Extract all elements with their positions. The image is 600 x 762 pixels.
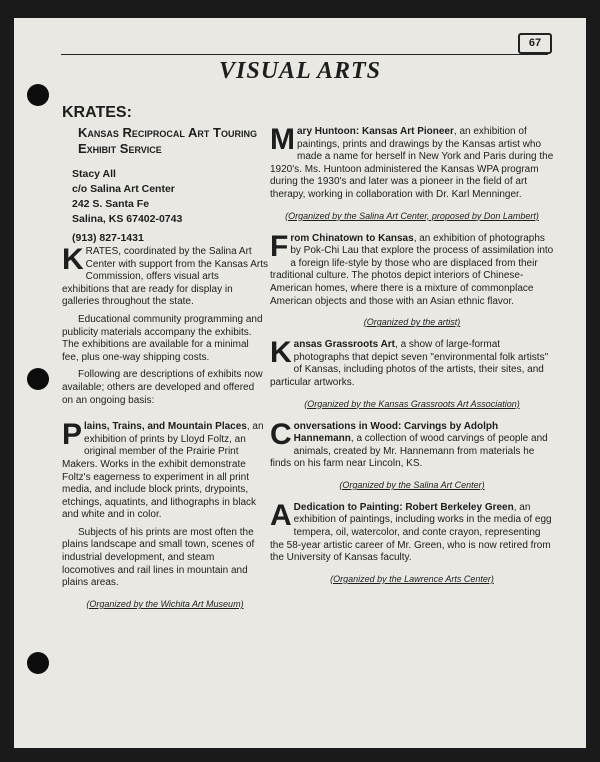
contact-phone: (913) 827-1431 bbox=[72, 232, 144, 244]
exhibit-entry-chinatown bbox=[270, 229, 554, 328]
entry-credit: (Organized by the Lawrence Arts Center) bbox=[330, 573, 494, 584]
binder-hole-middle bbox=[27, 368, 49, 390]
entry-dropcap: F bbox=[270, 229, 289, 263]
entry-credit: (Organized by the Salina Art Center) bbox=[339, 479, 485, 490]
entry-dropcap: P bbox=[62, 418, 83, 452]
entry-text bbox=[270, 417, 554, 471]
exhibit-entry-mary-huntoon bbox=[270, 123, 554, 221]
contact-org: c/o Salina Art Center bbox=[72, 183, 175, 195]
entry-description: , an exhibition of paintings, prints and drawings by the Kansas artist who made a name for herself in New York and Paris during the 1920's. Ms. Huntoon administered the Kansas WPA program during the 1930's and later was a pioneer in the field of art therapy, working in collaboration with Dr. Karl Menninger. bbox=[270, 126, 554, 200]
left-column bbox=[62, 104, 268, 609]
krates-para-2: Educational community programming and publicity materials accompany the exhibits. The exhibitions are available for a minimal fee, plus one-way shipping costs. bbox=[62, 313, 263, 363]
contact-street: 242 S. Santa Fe bbox=[72, 198, 150, 210]
entry-dropcap: K bbox=[270, 336, 292, 370]
entry-title: Dedication to Painting: Robert Berkeley Green bbox=[293, 501, 514, 513]
entry-credit: (Organized by the Salina Art Center, proposed by Don Lambert) bbox=[285, 210, 539, 221]
exhibit-entry-dedication-to-painting bbox=[270, 498, 554, 584]
binder-hole-top bbox=[27, 84, 49, 106]
entry-dropcap: C bbox=[270, 417, 292, 451]
document-page bbox=[14, 18, 586, 748]
entry-title: ary Huntoon: Kansas Art Pioneer bbox=[297, 126, 454, 137]
intro-text: RATES, coordinated by the Salina Art Center with support from the Kansas Arts Commission, offers visual arts exhibitions that are ready for display in galleries throughout the state. bbox=[62, 246, 268, 308]
entry-text bbox=[270, 229, 554, 309]
contact-name: Stacy All bbox=[72, 168, 116, 180]
krates-intro bbox=[62, 243, 268, 309]
entry-credit: (Organized by the Wichita Art Museum) bbox=[86, 598, 244, 609]
krates-heading: KRATES: bbox=[62, 104, 132, 121]
exhibit-entry-plains-trains bbox=[62, 418, 268, 609]
page-number: 67 bbox=[518, 33, 552, 54]
entry-title: onversations in Wood: Carvings by Adolph Hannemann bbox=[293, 420, 499, 445]
contact-block bbox=[72, 167, 268, 246]
entry-extra: Subjects of his prints are most often the plains landscape and small town, scenes of industrial development, and steam locomotives and rail lines in mountain and plains areas. bbox=[62, 526, 255, 589]
entry-description: , a show of large-format photographs that depict seven "environmental folk artists" of Kansas, including photos of the artists, their sites, and particular artworks. bbox=[270, 339, 549, 388]
entry-credit: (Organized by the Kansas Grassroots Art Association) bbox=[304, 398, 520, 409]
entry-title: rom Chinatown to Kansas bbox=[290, 232, 414, 244]
page-title: VISUAL ARTS bbox=[219, 58, 381, 84]
intro-dropcap: K bbox=[62, 243, 84, 276]
binder-hole-bottom bbox=[27, 652, 49, 674]
header-rule bbox=[61, 54, 548, 55]
entry-title: ansas Grassroots Art bbox=[293, 339, 396, 351]
contact-city: Salina, KS 67402-0743 bbox=[72, 213, 183, 225]
right-column bbox=[270, 123, 554, 584]
entry-dropcap: M bbox=[270, 123, 295, 156]
krates-para-3: Following are descriptions of exhibits now available; others are developed and offered on an ongoing basis: bbox=[62, 369, 263, 406]
entry-text bbox=[270, 498, 554, 565]
entry-dropcap: A bbox=[270, 498, 292, 532]
entry-text bbox=[270, 123, 554, 202]
entry-credit: (Organized by the artist) bbox=[363, 317, 461, 328]
krates-subheading: Kansas Reciprocal Art Touring Exhibit Service bbox=[78, 125, 257, 156]
entry-description: , an exhibition of paintings, including works in the media of egg tempera, oil, watercolor, and conte crayon, representing the 58-year artistic career of Mr. Green, who is now retired from the University of Kansas faculty. bbox=[270, 501, 552, 564]
entry-description: , a collection of wood carvings of people and animals, created by Mr. Hannemann from materials he finds on his farm near Lincoln, KS. bbox=[270, 433, 548, 470]
entry-description: , an exhibition of prints by Lloyd Foltz, an original member of the Prairie Print Makers. Works in the exhibit demonstrate Foltz's eagerness to experiment in all print media, and include block prints, drypoints, etchings, aquatints, and lithographs in black and white and in color. bbox=[62, 421, 264, 521]
entry-description: , an exhibition of photographs by Pok-Chi Lau that explore the process of assimilation into a foreign life-style by those who are displaced from their traditional culture. The photos depict interiors of Chinese-American homes, where there is a mixture of commonplace American objects and those with an Asian ethnic flavor. bbox=[270, 232, 554, 307]
entry-text bbox=[270, 336, 554, 389]
exhibit-entry-grassroots bbox=[270, 336, 554, 409]
entry-title: lains, Trains, and Mountain Places bbox=[84, 421, 247, 433]
exhibit-entry-conversations-in-wood bbox=[270, 417, 554, 490]
entry-text bbox=[62, 418, 268, 522]
